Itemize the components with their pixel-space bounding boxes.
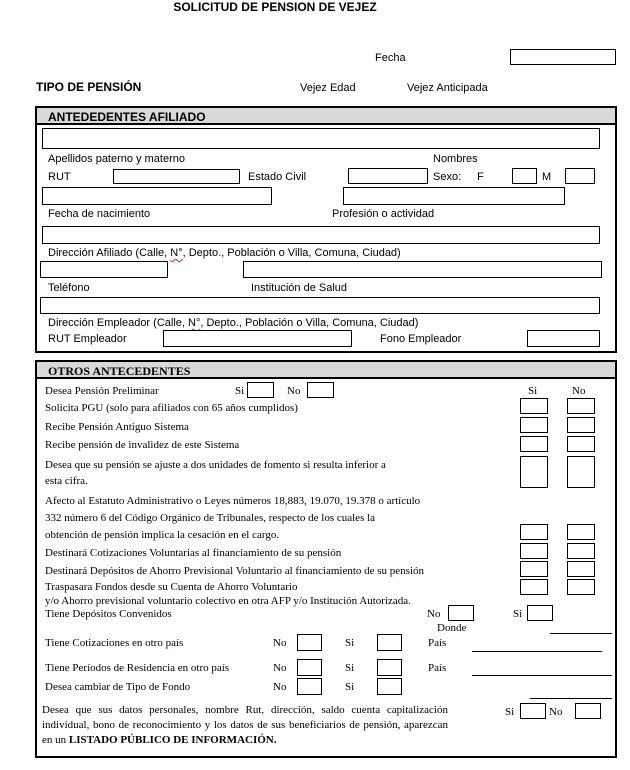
residencia-pais-input-line[interactable] — [472, 660, 612, 676]
tipo-pension-label: TIPO DE PENSIÓN — [36, 80, 142, 94]
direccion-empleador-label-n: N° — [188, 317, 201, 329]
residencia-pais-pais-label: País — [428, 662, 447, 674]
fecha-input[interactable] — [510, 49, 616, 65]
listado-si-checkbox[interactable] — [520, 703, 546, 719]
cotizaciones-pais-label: Tiene Cotizaciones en otro país — [45, 637, 184, 649]
residencia-pais-no-checkbox[interactable] — [297, 659, 322, 676]
invalidez-label: Recibe pensión de invalidez de este Sistema — [45, 439, 240, 451]
fono-empleador-label: Fono Empleador — [380, 333, 462, 345]
direccion-afiliado-label-pre: Dirección Afiliado (Calle, — [48, 247, 171, 259]
donde-label: Donde — [437, 622, 467, 634]
depositos-convenidos-no-checkbox[interactable] — [448, 605, 474, 621]
cotizaciones-pais-input-line[interactable] — [472, 636, 602, 652]
estado-civil-label: Estado Civil — [248, 171, 307, 183]
fomento-no-checkbox[interactable] — [567, 456, 595, 488]
page-title: SOLICITUD DE PENSION DE VEJEZ — [173, 0, 377, 14]
cotizaciones-pais-si-checkbox[interactable] — [377, 634, 402, 651]
cotizaciones-pais-no-label: No — [273, 637, 287, 649]
invalidez-si-checkbox[interactable] — [520, 436, 548, 452]
listado-paragraph-line1: Desea que sus datos personales, nombre Rut, dirección, saldo cuenta capitalización — [42, 704, 448, 716]
listado-paragraph-line3-bold: LISTADO PÚBLICO DE INFORMACIÓN. — [68, 734, 277, 746]
traspaso-label-line2: y/o Ahorro previsional voluntario colectivo en otra AFP y/o Institución Autorizada. — [45, 595, 411, 607]
residencia-pais-no-label: No — [273, 662, 287, 674]
depositos-convenidos-label: Tiene Depósitos Convenidos — [45, 608, 172, 620]
institucion-salud-input[interactable] — [243, 261, 602, 278]
sexo-m-checkbox[interactable] — [565, 168, 595, 184]
otros-header: OTROS ANTECEDENTES — [48, 364, 191, 378]
residencia-pais-si-checkbox[interactable] — [377, 659, 402, 676]
fono-empleador-input[interactable] — [527, 330, 600, 347]
listado-paragraph-line2: individual, bono de reconocimiento y los datos de sus beneficiarios de pensión, aparezcan — [42, 719, 448, 731]
apellidos-label: Apellidos paterno y materno — [48, 153, 185, 165]
cotizaciones-pais-pais-label: País — [428, 637, 447, 649]
estatuto-label-line3: obtención de pensión implica la cesación en el cargo. — [45, 529, 280, 541]
rut-label: RUT — [48, 171, 71, 183]
tipo-fondo-label: Desea cambiar de Tipo de Fondo — [45, 681, 191, 693]
listado-no-label: No — [549, 706, 563, 718]
pension-preliminar-no-label: No — [287, 385, 301, 397]
rut-empleador-label: RUT Empleador — [48, 333, 127, 345]
telefono-label: Teléfono — [48, 282, 90, 294]
pension-preliminar-no-checkbox[interactable] — [307, 382, 334, 398]
nombre-completo-input[interactable] — [42, 128, 600, 149]
pgu-si-checkbox[interactable] — [520, 398, 548, 414]
tipo-fondo-no-label: No — [273, 681, 287, 693]
antiguo-sistema-label: Recibe Pensión Antiguo Sistema — [45, 421, 189, 433]
rut-empleador-input[interactable] — [163, 330, 352, 347]
cotizaciones-voluntarias-label: Destinará Cotizaciones Voluntarias al financiamiento de su pensión — [45, 547, 342, 559]
estatuto-no-checkbox[interactable] — [567, 524, 595, 540]
pgu-label: Solicita PGU (solo para afiliados con 65 años cumplidos) — [45, 402, 298, 414]
option-vejez-anticipada: Vejez Anticipada — [407, 82, 488, 94]
direccion-empleador-input[interactable] — [40, 297, 600, 314]
sexo-m-label: M — [542, 171, 552, 183]
depositos-convenidos-si-label: Si — [513, 608, 523, 620]
direccion-afiliado-label — [48, 247, 401, 259]
sexo-f-checkbox[interactable] — [512, 168, 537, 184]
antiguo-sistema-no-checkbox[interactable] — [567, 417, 595, 433]
traspaso-label-line1: Traspasara Fondos desde su Cuenta de Ahorro Voluntario — [45, 581, 298, 593]
estatuto-si-checkbox[interactable] — [520, 524, 548, 540]
telefono-input[interactable] — [40, 261, 168, 278]
residencia-pais-label: Tiene Períodos de Residencia en otro país — [45, 662, 230, 674]
tipo-fondo-si-label: Si — [345, 681, 355, 693]
apv-label: Destinará Depósitos de Ahorro Previsional Voluntario al financiamiento de su pensión — [45, 565, 425, 577]
listado-si-label: Si — [505, 706, 515, 718]
listado-paragraph-line3-pre: en un — [42, 734, 69, 746]
invalidez-no-checkbox[interactable] — [567, 436, 595, 452]
direccion-afiliado-label-post: , Depto., Población o Villa, Comuna, Ciudad) — [182, 247, 401, 259]
estatuto-label-line1: Afecto al Estatuto Administrativo o Leyes números 18,883, 19.070, 19.378 o artículo — [45, 495, 421, 507]
antiguo-sistema-si-checkbox[interactable] — [520, 417, 548, 433]
donde-input-line[interactable] — [550, 618, 612, 634]
direccion-empleador-label-pre: Dirección Empleador (Calle, — [48, 317, 188, 329]
direccion-afiliado-label-n: N° — [170, 247, 183, 259]
listado-paragraph-line3 — [42, 733, 276, 748]
extra-input-line[interactable] — [530, 683, 612, 699]
tipo-fondo-si-checkbox[interactable] — [377, 678, 402, 695]
rut-input[interactable] — [113, 169, 240, 184]
option-vejez-edad: Vejez Edad — [300, 82, 356, 94]
nombres-label: Nombres — [433, 153, 478, 165]
pension-preliminar-label: Desea Pensión Preliminar — [45, 385, 159, 397]
traspaso-si-checkbox[interactable] — [520, 579, 548, 595]
estado-civil-input[interactable] — [348, 168, 428, 184]
no-column-header: No — [572, 385, 586, 397]
fomento-label-line2: esta cifra. — [45, 475, 88, 487]
cotizaciones-pais-si-label: Si — [345, 637, 355, 649]
fomento-label-line1: Desea que su pensión se ajuste a dos unidades de fomento si resulta inferior a — [45, 459, 386, 471]
traspaso-no-checkbox[interactable] — [567, 579, 595, 595]
depositos-convenidos-no-label: No — [427, 608, 441, 620]
apv-si-checkbox[interactable] — [520, 561, 548, 577]
cotizaciones-pais-no-checkbox[interactable] — [297, 634, 322, 651]
listado-no-checkbox[interactable] — [575, 703, 601, 719]
apv-no-checkbox[interactable] — [567, 561, 595, 577]
fecha-nacimiento-label: Fecha de nacimiento — [48, 208, 151, 220]
institucion-salud-label: Institución de Salud — [251, 282, 348, 294]
fecha-nacimiento-input[interactable] — [42, 187, 272, 205]
cotizaciones-voluntarias-si-checkbox[interactable] — [520, 543, 548, 559]
afiliado-header: ANTEDEDENTES AFILIADO — [48, 110, 206, 124]
sexo-label: Sexo: — [433, 171, 462, 183]
direccion-empleador-label-post: , Depto., Población o Villa, Comuna, Ciudad) — [200, 317, 419, 329]
sexo-f-label: F — [477, 171, 484, 183]
direccion-empleador-label — [48, 317, 418, 329]
cotizaciones-voluntarias-no-checkbox[interactable] — [567, 543, 595, 559]
tipo-fondo-no-checkbox[interactable] — [297, 678, 322, 695]
profesion-label: Profesión o actividad — [332, 208, 435, 220]
fecha-label: Fecha — [375, 52, 406, 64]
fomento-si-checkbox[interactable] — [520, 456, 548, 488]
residencia-pais-si-label: Si — [345, 662, 355, 674]
direccion-afiliado-input[interactable] — [42, 226, 600, 244]
profesion-input[interactable] — [343, 187, 565, 205]
si-column-header: Si — [528, 385, 538, 397]
estatuto-label-line2: 332 número 6 del Código Orgánico de Tribunales, respecto de los cuales la — [45, 512, 376, 524]
pension-preliminar-si-checkbox[interactable] — [247, 382, 274, 398]
pgu-no-checkbox[interactable] — [567, 398, 595, 414]
pension-preliminar-si-label: Si — [235, 385, 245, 397]
